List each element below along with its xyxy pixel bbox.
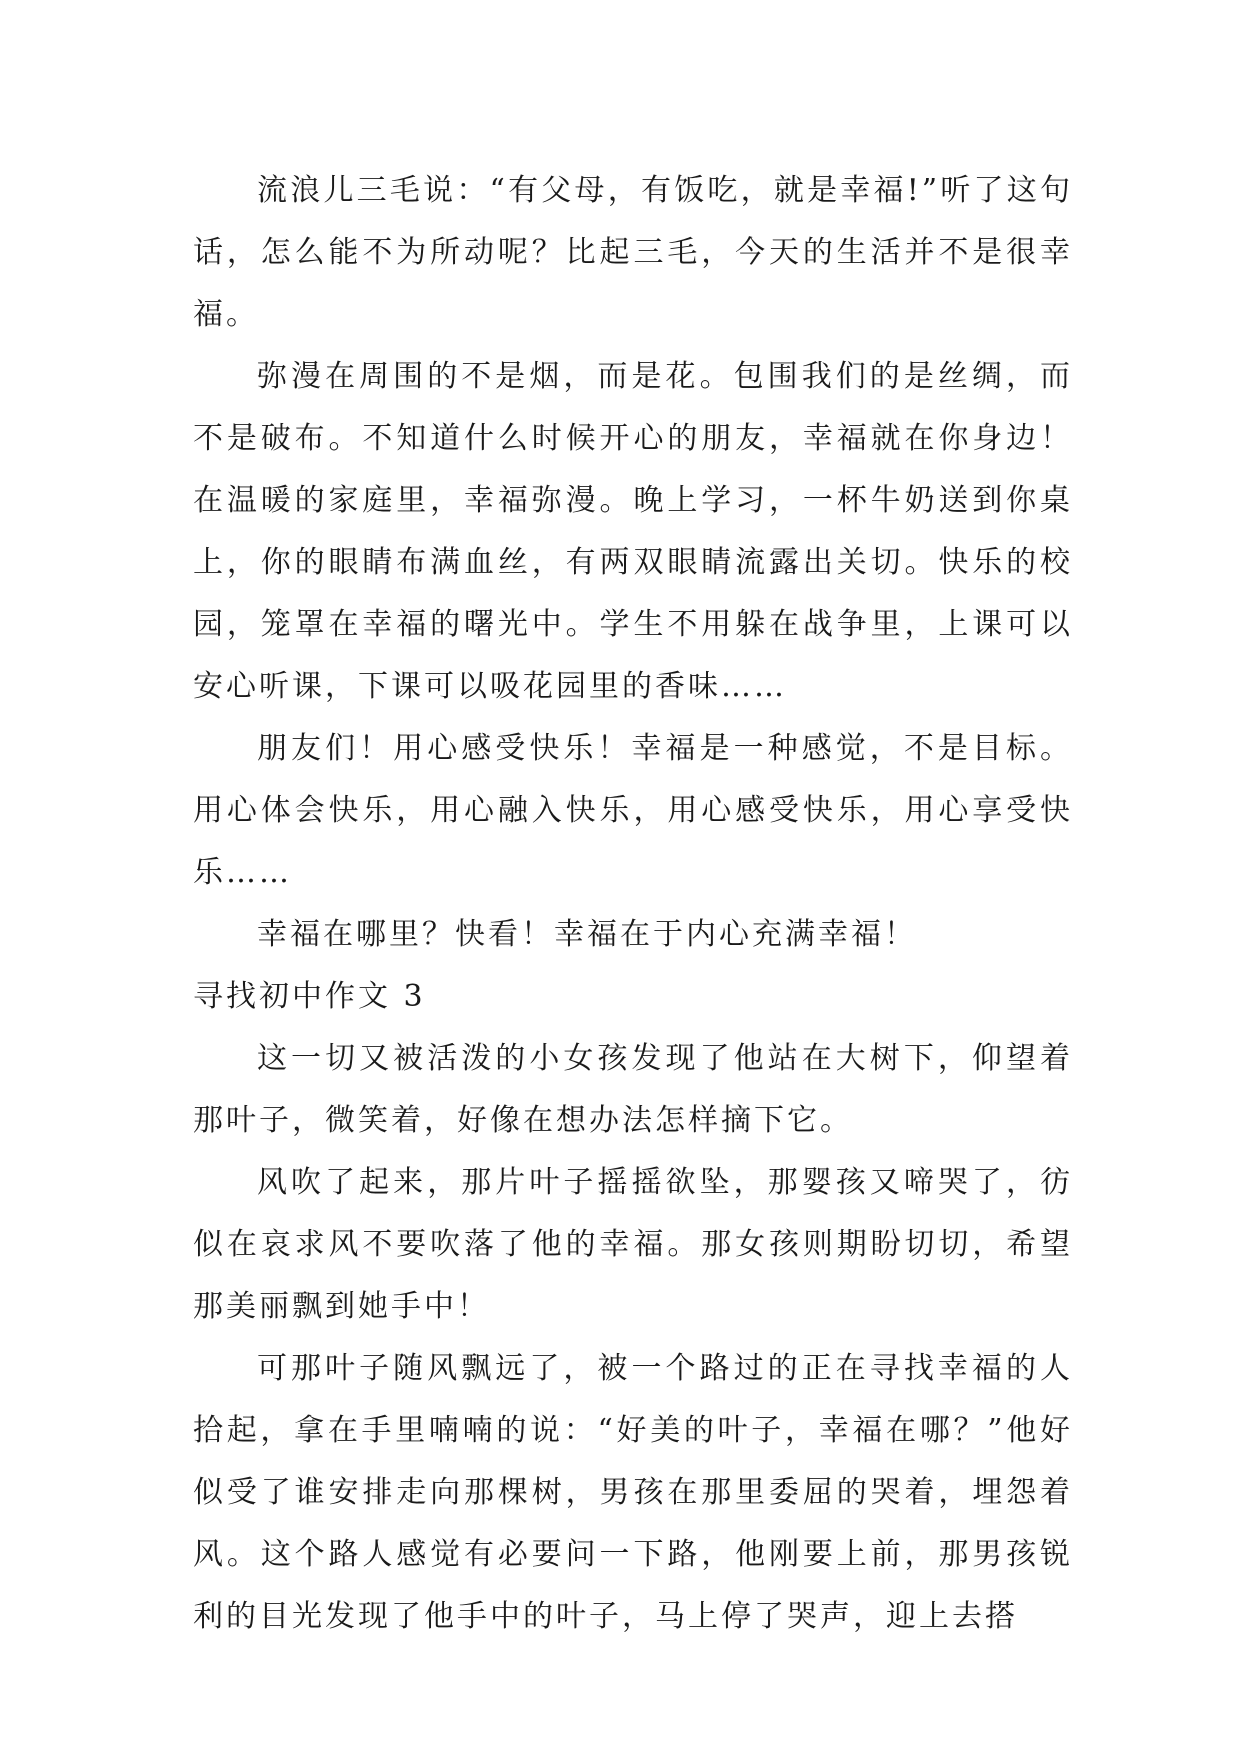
paragraph-sanmao: 流浪儿三毛说：“有父母，有饭吃，就是幸福!”听了这句话，怎么能不为所动呢？比起三毛，今天的生活并不是很幸福。: [193, 173, 1073, 332]
paragraph-leaf-passerby: 可那叶子随风飘远了，被一个路过的正在寻找幸福的人拾起，拿在手里喃喃的说：“好美的叶子，幸福在哪？”他好似受了谁安排走向那棵树，男孩在那里委屈的哭着，埋怨着风。这个路人感觉有必要问一下路，他刚要上前，那男孩锐利的目光发现了他手中的叶子，马上停了哭声，迎上去搭: [193, 1351, 1073, 1634]
paragraph-wind: 风吹了起来，那片叶子摇摇欲坠，那婴孩又啼哭了，彷似在哀求风不要吹落了他的幸福。那女孩则期盼切切，希望那美丽飘到她手中！: [193, 1165, 1073, 1324]
paragraph-where-happiness: 幸福在哪里？快看！幸福在于内心充满幸福！: [257, 917, 917, 952]
paragraph-flowers: 弥漫在周围的不是烟，而是花。包围我们的是丝绸，而不是破布。不知道什么时候开心的朋友，幸福就在你身边！在温暖的家庭里，幸福弥漫。晚上学习，一杯牛奶送到你桌上，你的眼睛布满血丝，有两双眼睛流露出关切。快乐的校园，笼罩在幸福的曙光中。学生不用躲在战争里，上课可以安心听课，下课可以吸花园里的香味……: [193, 359, 1073, 704]
paragraph-girl-tree: 这一切又被活泼的小女孩发现了他站在大树下，仰望着那叶子，微笑着，好像在想办法怎样摘下它。: [193, 1041, 1073, 1138]
section-heading: 寻找初中作文 3: [193, 979, 426, 1014]
document-body: [193, 160, 1073, 1648]
paragraph-friends: 朋友们！用心感受快乐！幸福是一种感觉，不是目标。用心体会快乐，用心融入快乐，用心感受快乐，用心享受快乐……: [193, 731, 1073, 890]
